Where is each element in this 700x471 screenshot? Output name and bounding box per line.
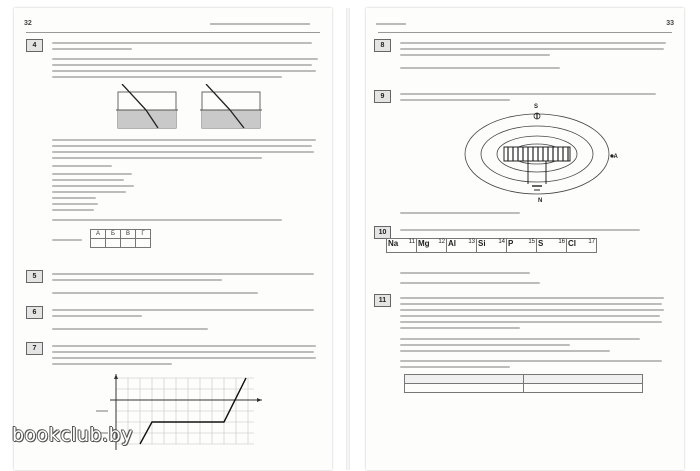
magnetic-field-diagram	[452, 104, 622, 204]
text-line	[52, 70, 316, 72]
text-line	[52, 309, 314, 311]
element-cell: Na 11	[387, 239, 417, 253]
text-line	[52, 315, 142, 317]
task-11	[374, 294, 676, 454]
text-line	[400, 366, 510, 368]
text-line	[52, 273, 314, 275]
text-line	[400, 344, 570, 346]
option-line	[400, 350, 610, 352]
option-line	[52, 203, 98, 205]
text-line	[400, 338, 640, 340]
element-cell: Cl 17	[567, 239, 597, 253]
task-4	[26, 39, 326, 264]
text-line	[52, 219, 282, 221]
answer-cell[interactable]	[136, 239, 151, 248]
text-line	[400, 99, 510, 101]
option-line	[52, 209, 94, 211]
text-line	[52, 151, 314, 153]
text-line	[52, 157, 262, 159]
option-line	[52, 197, 96, 199]
answer-line	[52, 292, 258, 294]
text-line	[52, 345, 316, 347]
text-line	[52, 363, 172, 365]
answer-cell[interactable]	[91, 239, 106, 248]
refraction-figures	[116, 84, 266, 134]
task-number: 4	[26, 39, 43, 52]
text-line	[400, 315, 660, 317]
left-page-header	[14, 20, 332, 30]
left-header-rule	[26, 32, 320, 33]
task-10	[374, 226, 676, 288]
text-line	[400, 54, 550, 56]
task-number: 8	[374, 39, 391, 52]
answer-line	[52, 328, 208, 330]
task-5	[26, 270, 326, 300]
task-number: 5	[26, 270, 43, 283]
text-line	[400, 309, 664, 311]
answer-cell[interactable]	[405, 384, 524, 393]
text-line	[400, 272, 530, 274]
left-page	[14, 8, 332, 470]
text-line	[52, 351, 314, 353]
option-line	[52, 185, 134, 187]
book-spine	[346, 8, 350, 470]
text-line	[400, 297, 664, 299]
element-cell: P 15	[507, 239, 537, 253]
left-running-title	[210, 23, 310, 25]
text-line	[52, 42, 312, 44]
task-8	[374, 39, 676, 84]
text-line	[52, 64, 312, 66]
table-header-cell	[524, 375, 643, 384]
answer-letter: Г	[136, 230, 151, 239]
text-line	[400, 360, 662, 362]
option-line	[52, 191, 126, 193]
answer-label	[52, 239, 82, 241]
task-9	[374, 90, 676, 220]
text-line	[52, 139, 316, 141]
text-line	[52, 76, 282, 78]
table-header-cell	[405, 375, 524, 384]
answer-line	[400, 282, 540, 284]
answer-letter: Б	[106, 230, 121, 239]
answer-letter: А	[91, 230, 106, 239]
right-page-header	[366, 20, 684, 30]
right-page	[366, 8, 684, 470]
text-line	[400, 93, 656, 95]
task-6	[26, 306, 326, 336]
task-number: 7	[26, 342, 43, 355]
text-line	[400, 321, 662, 323]
task-number: 11	[374, 294, 391, 307]
element-cell: Si 14	[477, 239, 507, 253]
answer-line	[400, 212, 520, 214]
answer-cell[interactable]	[524, 384, 643, 393]
text-line	[52, 357, 316, 359]
right-running-title	[376, 23, 406, 25]
left-page-number: 32	[24, 20, 32, 27]
answer-letter: В	[121, 230, 136, 239]
text-line	[400, 327, 520, 329]
option-line	[52, 179, 124, 181]
element-cell: S 16	[537, 239, 567, 253]
text-line	[400, 229, 640, 231]
answer-line	[400, 67, 560, 69]
answer-cell[interactable]	[106, 239, 121, 248]
text-line	[400, 48, 664, 50]
text-line	[400, 303, 662, 305]
text-line	[400, 42, 666, 44]
text-line	[52, 58, 318, 60]
element-cell: Al 13	[447, 239, 477, 253]
option-line	[52, 173, 132, 175]
field-label-n: N	[538, 198, 543, 204]
right-header-rule	[378, 32, 672, 33]
bookclub-watermark: bookclub.by	[12, 424, 133, 446]
text-line	[52, 279, 222, 281]
text-line	[52, 165, 112, 167]
field-label-s: S	[534, 104, 539, 110]
text-line	[52, 145, 312, 147]
answer-cell[interactable]	[121, 239, 136, 248]
periodic-table-fragment	[386, 238, 597, 253]
field-label-plus-a: +А	[610, 154, 618, 160]
task-number: 10	[374, 226, 391, 239]
task-number: 9	[374, 90, 391, 103]
answer-table	[90, 229, 151, 248]
right-page-number: 33	[666, 20, 674, 27]
text-line	[52, 48, 132, 50]
answer-table	[404, 374, 643, 393]
element-cell: Mg 12	[417, 239, 447, 253]
task-number: 6	[26, 306, 43, 319]
